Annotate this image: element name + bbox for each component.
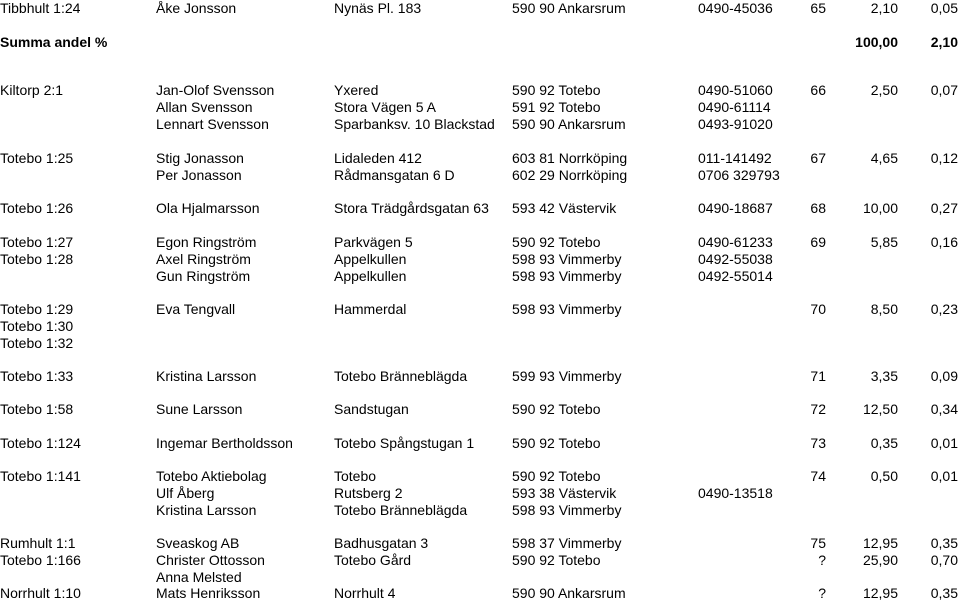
table-row xyxy=(0,318,960,335)
table-row xyxy=(0,234,960,251)
address-cell: Rutsberg 2 xyxy=(334,485,403,501)
phone-cell: 0490-45036 xyxy=(698,0,773,16)
percent-cell: 0,07 xyxy=(930,82,958,98)
property-cell: Totebo 1:28 xyxy=(0,251,74,267)
phone-cell: 0706 329793 xyxy=(698,167,780,183)
property-cell: Totebo 1:30 xyxy=(0,318,74,334)
number-cell: 75 xyxy=(810,535,826,551)
number-cell: 65 xyxy=(810,0,826,16)
phone-cell: 0492-55038 xyxy=(698,251,773,267)
property-cell: Totebo 1:58 xyxy=(0,401,74,417)
postal-cell: 590 90 Ankarsrum xyxy=(512,0,626,16)
table-row xyxy=(0,0,960,17)
number-cell: 73 xyxy=(810,435,826,451)
percent-cell: 0,35 xyxy=(930,585,958,601)
phone-cell: 011-141492 xyxy=(698,150,772,166)
table-row xyxy=(0,535,960,552)
address-cell: Badhusgatan 3 xyxy=(334,535,429,551)
owner-cell: Lennart Svensson xyxy=(156,116,269,132)
address-cell: Sparbanksv. 10 Blackstad xyxy=(334,116,495,132)
address-cell: Stora Trädgårdsgatan 63 xyxy=(334,200,489,216)
owner-cell: Sveaskog AB xyxy=(156,535,240,551)
owner-cell: Gun Ringström xyxy=(156,268,251,284)
postal-cell: 590 90 Ankarsrum xyxy=(512,585,626,601)
table-row xyxy=(0,585,960,602)
andel-cell: 4,65 xyxy=(870,150,898,166)
property-cell: Norrhult 1:10 xyxy=(0,585,81,601)
address-cell: Norrhult 4 xyxy=(334,585,396,601)
owner-cell: Totebo Aktiebolag xyxy=(156,468,267,484)
table-row xyxy=(0,335,960,352)
summary-total: 100,00 xyxy=(855,34,898,50)
postal-cell: 598 93 Vimmerby xyxy=(512,502,622,518)
number-cell: 69 xyxy=(810,234,826,250)
table-row xyxy=(0,368,960,385)
number-cell: ? xyxy=(818,585,826,601)
phone-cell: 0490-61233 xyxy=(698,234,773,250)
owner-cell: Mats Henriksson xyxy=(156,585,261,601)
address-cell: Totebo Spångstugan 1 xyxy=(334,435,475,451)
owner-cell: Eva Tengvall xyxy=(156,301,236,317)
summary-share: 2,10 xyxy=(930,34,958,50)
address-cell: Yxered xyxy=(334,82,379,98)
owner-cell: Per Jonasson xyxy=(156,167,242,183)
andel-cell: 10,00 xyxy=(862,200,898,216)
summary-label: Summa andel % xyxy=(0,34,108,50)
phone-cell: 0492-55014 xyxy=(698,268,773,284)
property-cell: Totebo 1:33 xyxy=(0,368,74,384)
number-cell: ? xyxy=(818,552,826,568)
table-row xyxy=(0,251,960,268)
table-row xyxy=(0,200,960,217)
andel-cell: 12,95 xyxy=(862,535,898,551)
table-row xyxy=(0,268,960,285)
table-row xyxy=(0,569,960,586)
andel-cell: 5,85 xyxy=(870,234,898,250)
postal-cell: 590 92 Totebo xyxy=(512,82,601,98)
postal-cell: 602 29 Norrköping xyxy=(512,167,628,183)
property-cell: Totebo 1:26 xyxy=(0,200,74,216)
phone-cell: 0490-51060 xyxy=(698,82,773,98)
table-row xyxy=(0,99,960,116)
andel-cell: 8,50 xyxy=(870,301,898,317)
number-cell: 72 xyxy=(810,401,826,417)
address-cell: Sandstugan xyxy=(334,401,409,417)
address-cell: Totebo Bränneblägda xyxy=(334,502,468,518)
owner-cell: Egon Ringström xyxy=(156,234,257,250)
andel-cell: 0,50 xyxy=(870,468,898,484)
postal-cell: 590 92 Totebo xyxy=(512,468,601,484)
address-cell: Totebo Bränneblägda xyxy=(334,368,468,384)
table-row xyxy=(0,468,960,485)
phone-cell: 0493-91020 xyxy=(698,116,773,132)
table-row xyxy=(0,401,960,418)
andel-cell: 12,95 xyxy=(862,585,898,601)
owner-cell: Ola Hjalmarsson xyxy=(156,200,260,216)
percent-cell: 0,09 xyxy=(930,368,958,384)
table-row xyxy=(0,82,960,99)
address-cell: Appelkullen xyxy=(334,268,407,284)
phone-cell: 0490-13518 xyxy=(698,485,773,501)
address-cell: Appelkullen xyxy=(334,251,407,267)
phone-cell: 0490-61114 xyxy=(698,99,771,115)
property-cell: Tibbhult 1:24 xyxy=(0,0,81,16)
number-cell: 74 xyxy=(810,468,826,484)
andel-cell: 2,50 xyxy=(870,82,898,98)
property-cell: Totebo 1:141 xyxy=(0,468,81,484)
table-row xyxy=(0,116,960,133)
property-cell: Totebo 1:124 xyxy=(0,435,81,451)
address-cell: Stora Vägen 5 A xyxy=(334,99,436,115)
property-cell: Totebo 1:25 xyxy=(0,150,74,166)
table-row xyxy=(0,485,960,502)
postal-cell: 593 38 Västervik xyxy=(512,485,617,501)
andel-cell: 2,10 xyxy=(870,0,898,16)
address-cell: Lidaleden 412 xyxy=(334,150,422,166)
property-cell: Totebo 1:27 xyxy=(0,234,74,250)
address-cell: Totebo xyxy=(334,468,377,484)
property-cell: Totebo 1:29 xyxy=(0,301,74,317)
number-cell: 70 xyxy=(810,301,826,317)
owner-cell: Allan Svensson xyxy=(156,99,253,115)
postal-cell: 598 37 Vimmerby xyxy=(512,535,622,551)
postal-cell: 598 93 Vimmerby xyxy=(512,251,622,267)
percent-cell: 0,01 xyxy=(930,468,958,484)
postal-cell: 603 81 Norrköping xyxy=(512,150,628,166)
owner-cell: Åke Jonsson xyxy=(156,0,237,16)
owner-cell: Kristina Larsson xyxy=(156,368,257,384)
postal-cell: 599 93 Vimmerby xyxy=(512,368,622,384)
owner-cell: Axel Ringström xyxy=(156,251,251,267)
postal-cell: 598 93 Vimmerby xyxy=(512,301,622,317)
andel-cell: 25,90 xyxy=(862,552,898,568)
table-row xyxy=(0,150,960,167)
postal-cell: 598 93 Vimmerby xyxy=(512,268,622,284)
percent-cell: 0,23 xyxy=(930,301,958,317)
andel-cell: 3,35 xyxy=(870,368,898,384)
percent-cell: 0,05 xyxy=(930,0,958,16)
summary-row xyxy=(0,34,960,51)
owner-cell: Christer Ottosson xyxy=(156,552,265,568)
percent-cell: 0,12 xyxy=(930,150,958,166)
table-row xyxy=(0,301,960,318)
property-cell: Totebo 1:32 xyxy=(0,335,74,351)
table-row xyxy=(0,435,960,452)
owner-cell: Kristina Larsson xyxy=(156,502,257,518)
number-cell: 71 xyxy=(810,368,826,384)
percent-cell: 0,01 xyxy=(930,435,958,451)
andel-cell: 12,50 xyxy=(862,401,898,417)
owner-cell: Anna Melsted xyxy=(156,569,242,585)
number-cell: 67 xyxy=(810,150,826,166)
owner-cell: Stig Jonasson xyxy=(156,150,244,166)
percent-cell: 0,35 xyxy=(930,535,958,551)
postal-cell: 590 90 Ankarsrum xyxy=(512,116,626,132)
postal-cell: 590 92 Totebo xyxy=(512,401,601,417)
owner-cell: Ulf Åberg xyxy=(156,485,215,501)
postal-cell: 590 92 Totebo xyxy=(512,234,601,250)
number-cell: 68 xyxy=(810,200,826,216)
postal-cell: 591 92 Totebo xyxy=(512,99,601,115)
property-cell: Totebo 1:166 xyxy=(0,552,81,568)
table-row xyxy=(0,167,960,184)
postal-cell: 590 92 Totebo xyxy=(512,435,601,451)
table-row xyxy=(0,502,960,519)
phone-cell: 0490-18687 xyxy=(698,200,773,216)
owner-cell: Jan-Olof Svensson xyxy=(156,82,275,98)
andel-cell: 0,35 xyxy=(870,435,898,451)
property-cell: Kiltorp 2:1 xyxy=(0,82,64,98)
address-cell: Parkvägen 5 xyxy=(334,234,413,250)
postal-cell: 590 92 Totebo xyxy=(512,552,601,568)
number-cell: 66 xyxy=(810,82,826,98)
owner-cell: Ingemar Bertholdsson xyxy=(156,435,293,451)
address-cell: Totebo Gård xyxy=(334,552,412,568)
address-cell: Nynäs Pl. 183 xyxy=(334,0,422,16)
percent-cell: 0,70 xyxy=(930,552,958,568)
address-cell: Rådmansgatan 6 D xyxy=(334,167,455,183)
owner-cell: Sune Larsson xyxy=(156,401,243,417)
property-cell: Rumhult 1:1 xyxy=(0,535,76,551)
table-row xyxy=(0,552,960,569)
postal-cell: 593 42 Västervik xyxy=(512,200,617,216)
percent-cell: 0,27 xyxy=(930,200,958,216)
address-cell: Hammerdal xyxy=(334,301,407,317)
percent-cell: 0,16 xyxy=(930,234,958,250)
percent-cell: 0,34 xyxy=(930,401,958,417)
